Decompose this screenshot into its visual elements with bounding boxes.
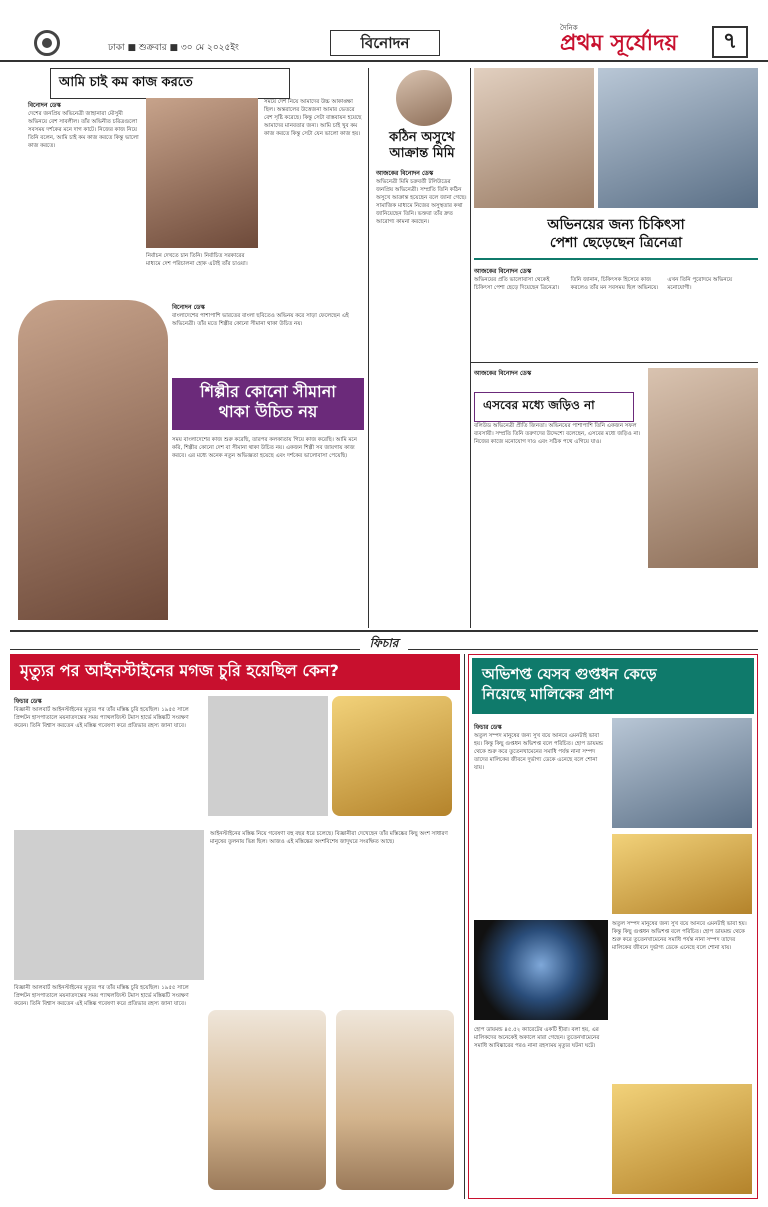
story6-body2: আইনস্টাইনের মস্তিষ্ক নিয়ে গবেষণা বহু বছর ধরে চলেছে। বিজ্ঞানীরা দেখেছেন তাঁর মস্তিষ্কের কিছু অংশ সাধারণ মানুষের তুলনায় ভিন্ন ছিল। আজও এই মস্তিষ্কের অংশবিশেষ জাদুঘরে সংরক্ষিত আছে। (210, 831, 448, 845)
story7-byline: ফিচার ডেস্ক (474, 724, 502, 731)
story2-title-line1: কঠিন অসুখে (389, 130, 455, 145)
story1-byline: বিনোদন ডেস্ক (28, 102, 61, 109)
golden-statue-photo (612, 834, 752, 914)
story2-title (376, 130, 468, 162)
story5-body: বলিউড অভিনেত্রী প্রীতি জিনতা। অভিনয়ের পাশাপাশি তিনি একজন সফল ব্যবসায়ী। সম্প্রতি তিনি তরুণদের উদ্দেশ্যে বলেছেন, এসবের মধ্যে জড়িও না। নিজের কাজে মনোযোগ দাও এবং সঠিক পথে এগিয়ে যাও। (474, 423, 641, 445)
story6-body-more: বিজ্ঞানী আলবার্ট আইনস্টাইনের মৃত্যুর পর তাঁর মস্তিষ্ক চুরি হয়েছিল। ১৯৫৫ সালে প্রিন্সটন হাসপাতালে ময়নাতদন্তের সময় প্যাথলজিস্ট টমাস হার্ভে মস্তিষ্কটি সংরক্ষণ করেন। তিনি বিশ্বাস করতেন এই মস্তিষ্ক গবেষণা করে প্রতিভার রহস্য জানা যাবে। (14, 985, 189, 1007)
column-divider (464, 654, 465, 1199)
story3-body: অভিনয়ের প্রতি ভালোবাসা থেকেই চিকিৎসা পেশা ছেড়ে দিয়েছেন ত্রিনেত্রা। তিনি জানান, চিকিৎসক হিসেবে কাজ করলেও তাঁর মন সবসময় ছিল অভিনয়ে। এখন তিনি পুরোদমে অভিনয়ে মনোযোগী। (474, 277, 733, 291)
story1-body: দেশের জনপ্রিয় অভিনেত্রী জাহানারা মৌসুমী অভিনয়ে বেশ সাবলীল। তাঁর অভিনীত চরিত্রগুলো সবসময় দর্শকের মনে দাগ কাটে। নিজের কাজ নিয়ে তিনি বলেন, আমি চাই কম কাজ করতে কিন্তু ভালো কাজ করতে। (28, 111, 139, 149)
story4-title (172, 378, 364, 430)
einstein-photo (208, 696, 328, 816)
masthead (0, 0, 768, 62)
story1-caption: নির্বাচন দেখতে চান তিনি। নির্বাচিত সরকারের মাধ্যমে দেশ পরিচালনা হোক এটাই তাঁর চাওয়া। (146, 253, 248, 267)
story2-body: অভিনেত্রী মিমি চক্রবর্তী টলিউডের জনপ্রিয় অভিনেত্রী। সম্প্রতি তিনি কঠিন অসুখে আক্রান্ত হয়েছেন বলে জানা গেছে। সামাজিক মাধ্যমে নিজের অসুস্থতার কথা জানিয়েছেন তিনি। ভক্তরা তাঁর দ্রুত আরোগ্য কামনা করছেন। (376, 179, 467, 225)
story4-body: সময় বাংলাদেশের কাজ শুরু করেছি, তারপর কলকাতায় গিয়ে কাজ করেছি। আমি মনে করি, শিল্পীর কোনো দেশ বা সীমানা থাকা উচিত নয়। একজন শিল্পী সব জায়গায় কাজ করবে। এর মধ্যে অনেক নতুন অভিজ্ঞতা হয়েছে এবং দর্শকের ভালোবাসা পেয়েছি। (172, 437, 357, 459)
story4-byline: বিনোদন ডেস্ক (172, 304, 205, 311)
brand-name: প্রথম সূর্যোদয় (560, 30, 678, 56)
brand-prefix: দৈনিক (560, 24, 578, 32)
trinetra-photo-1 (474, 68, 594, 208)
column-divider (470, 68, 471, 628)
feature-label: ফিচার (360, 636, 409, 650)
page-number: ৭ (712, 26, 748, 58)
story4-title-line1: শিল্পীর কোনো সীমানা (200, 382, 336, 401)
story7-title-line1: অভিশপ্ত যেসব গুপ্তধন কেড়ে (482, 665, 657, 683)
story4-photo (18, 300, 168, 620)
sun-logo-icon (34, 30, 60, 56)
story6-byline: ফিচার ডেস্ক (14, 698, 42, 705)
story6-title: মৃত্যুর পর আইনস্টাইনের মগজ চুরি হয়েছিল কেন? (10, 654, 460, 690)
mimi-photo (396, 70, 452, 126)
cursed-doll-photo (612, 718, 752, 828)
autopsy-photo (14, 830, 204, 980)
column-divider (368, 68, 369, 628)
story7-body-more: অতুল সম্পদ মানুষের জন্য সুখ বয়ে আনবে এমনটাই ভাবা হয়। কিন্তু কিছু গুপ্তধন অভিশপ্ত বলে পরিচিত। হোপ ডায়মন্ড থেকে শুরু করে তুতেনখামেনের সমাধি পর্যন্ত নানা সম্পদ তাদের মালিকের জীবনে দুর্ভাগ্য ডেকে এনেছে বলে শোনা যায়। (612, 921, 747, 951)
preity-photo (648, 368, 758, 568)
story1-body2: সময়ে দেশ নিয়ে আমাদের উচ্চ আকাঙ্ক্ষা ছিল। অন্তরালের উত্তেজনা আমার ভেতরে বেশ সৃষ্টি করেছে। কিন্তু সেটা বাস্তবায়ন হয়েছে আমাদের মানবতার জন্য। আমি চাই খুব কম কাজ করতে কিন্তু সেটা যেন ভালো কাজ হয়। (264, 99, 362, 137)
story2-title-line2: আক্রান্ত মিমি (389, 146, 455, 161)
story4-title-line2: থাকা উচিত নয় (218, 402, 318, 421)
section-divider (470, 362, 758, 363)
story6-body: বিজ্ঞানী আলবার্ট আইনস্টাইনের মৃত্যুর পর তাঁর মস্তিষ্ক চুরি হয়েছিল। ১৯৫৫ সালে প্রিন্সটন হাসপাতালে ময়নাতদন্তের সময় প্যাথলজিস্ট টমাস হার্ভে মস্তিষ্কটি সংরক্ষণ করেন। তিনি বিশ্বাস করতেন এই মস্তিষ্ক গবেষণা করে প্রতিভার রহস্য জানা যাবে। (14, 707, 189, 729)
story5-title: এসবের মধ্যে জড়িও না (474, 392, 634, 422)
section-title: বিনোদন (330, 30, 440, 56)
dateline: ঢাকা ■ শুক্রবার ■ ৩০ মে ২০২৫ইং (108, 43, 239, 53)
story3-title (474, 212, 758, 260)
story3-title-line2: পেশা ছেড়েছেন ত্রিনেত্রা (549, 235, 683, 251)
brain-jar-right (336, 1010, 454, 1190)
story3-byline: আজকের বিনোদন ডেস্ক (474, 268, 532, 275)
story7-body2: হোপ ডায়মন্ড ৪৫.৫২ ক্যারেটের একটি হীরা। বলা হয়, এর মালিকদের অনেকেই অকালে মারা গেছেন। তুতেনখামেনের সমাধি আবিষ্কারের পরও নানা রহস্যময় মৃত্যুর ঘটনা ঘটে। (474, 1027, 600, 1049)
hope-diamond-photo (474, 920, 608, 1020)
story4-lead: বাংলাদেশের পাশাপাশি ভারতের বাংলা ছবিতেও অভিনয় করে সাড়া ফেলেছেন এই অভিনেত্রী। তাঁর মতে শিল্পীর কোনো সীমানা থাকা উচিত নয়। (172, 313, 349, 327)
brain-model-photo (332, 696, 452, 816)
story7-body: অতুল সম্পদ মানুষের জন্য সুখ বয়ে আনবে এমনটাই ভাবা হয়। কিন্তু কিছু গুপ্তধন অভিশপ্ত বলে পরিচিত। হোপ ডায়মন্ড থেকে শুরু করে তুতেনখামেনের সমাধি পর্যন্ত নানা সম্পদ তাদের মালিকের জীবনে দুর্ভাগ্য ডেকে এনেছে বলে শোনা যায়। (474, 733, 604, 771)
tutankhamun-treasure-photo (612, 1084, 752, 1194)
story1-photo (146, 98, 258, 248)
story5-byline: আজকের বিনোদন ডেস্ক (474, 370, 532, 377)
brain-jar-left (208, 1010, 326, 1190)
story3-title-line1: অভিনয়ের জন্য চিকিৎসা (547, 217, 685, 233)
story7-title (472, 658, 754, 714)
story2-byline: আজকের বিনোদন ডেস্ক (376, 170, 434, 177)
trinetra-photo-2 (598, 68, 758, 208)
story1-title: আমি চাই কম কাজ করতে (50, 68, 290, 99)
story7-title-line2: নিয়েছে মালিকের প্রাণ (482, 685, 614, 703)
feature-section-bar (10, 630, 758, 650)
